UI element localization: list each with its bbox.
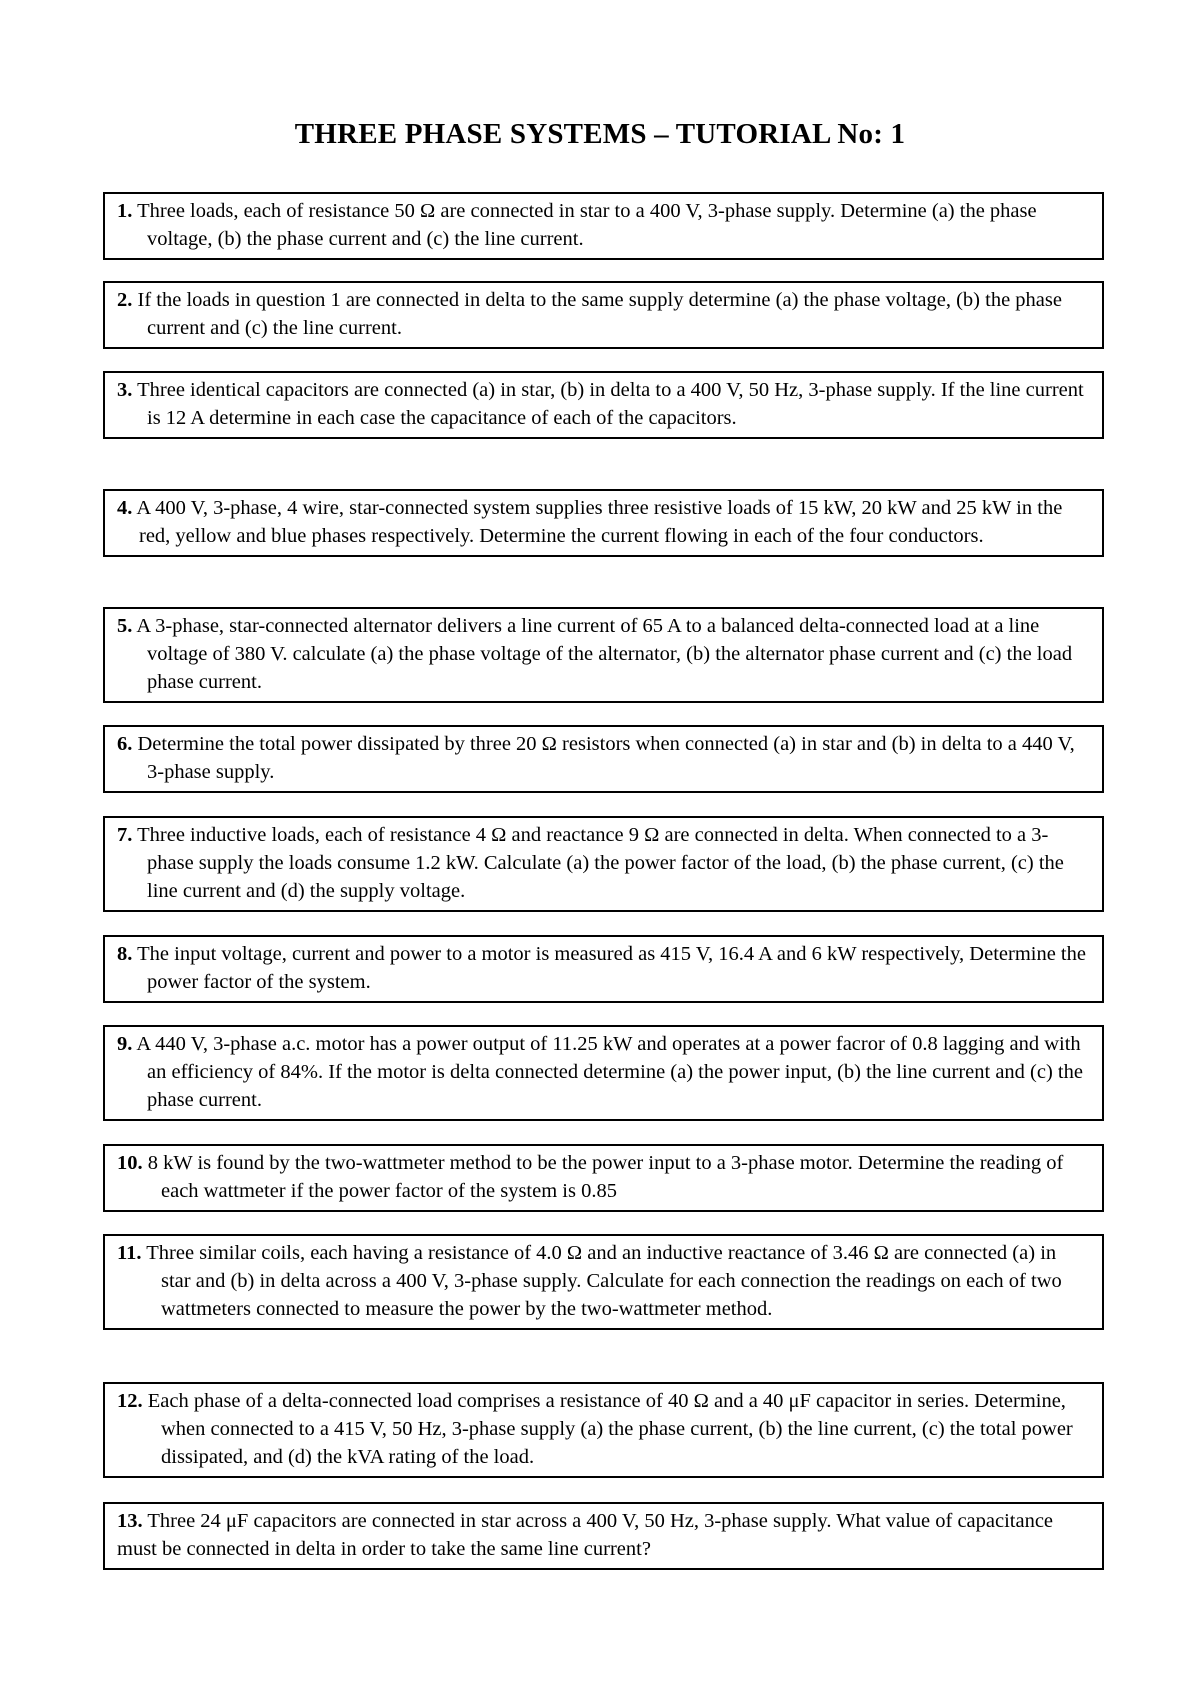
page-title: THREE PHASE SYSTEMS – TUTORIAL No: 1: [294, 118, 906, 150]
question-6: [103, 725, 1104, 793]
question-text: Three similar coils, each having a resistance of 4.0 Ω and an inductive reactance of 3.46 Ω are connected (a) in star and (b) in delta across a 400 V, 3-phase supply. Calculate for each connection the readings on each of two wattmeters connected to measure the power by the two-wattmeter method.: [146, 1242, 1062, 1320]
question-number: 6.: [117, 733, 133, 755]
question-text: The input voltage, current and power to a motor is measured as 415 V, 16.4 A and 6 kW respectively, Determine the power factor of the system.: [137, 943, 1086, 993]
question-text: A 400 V, 3-phase, 4 wire, star-connected system supplies three resistive loads of 15 kW, 20 kW and 25 kW in the red, yellow and blue phases respectively. Determine the current flowing in each of the four conductors.: [136, 497, 1063, 547]
question-13: [103, 1502, 1104, 1570]
question-number: 10.: [117, 1152, 143, 1174]
question-number: 11.: [117, 1242, 142, 1264]
question-text: 8 kW is found by the two-wattmeter method to be the power input to a 3-phase motor. Determine the reading of each wattmeter if the power factor of the system is 0.85: [147, 1152, 1064, 1202]
question-number: 9.: [117, 1033, 133, 1055]
question-number: 13.: [117, 1510, 143, 1532]
question-text: A 440 V, 3-phase a.c. motor has a power output of 11.25 kW and operates at a power facror of 0.8 lagging and with an efficiency of 84%. If the motor is delta connected determine (a) the power input, (b) the line current and (c) the phase current.: [136, 1033, 1083, 1111]
question-3: [103, 371, 1104, 439]
question-10: [103, 1144, 1104, 1212]
question-text: Determine the total power dissipated by three 20 Ω resistors when connected (a) in star and (b) in delta to a 440 V, 3-phase supply.: [137, 733, 1075, 783]
question-text: Three identical capacitors are connected (a) in star, (b) in delta to a 400 V, 50 Hz, 3-phase supply. If the line current is 12 A determine in each case the capacitance of each of the capacitors.: [137, 379, 1084, 429]
question-number: 1.: [117, 200, 133, 222]
question-text: Three loads, each of resistance 50 Ω are connected in star to a 400 V, 3-phase supply. Determine (a) the phase voltage, (b) the phase current and (c) the line current.: [137, 200, 1037, 250]
question-number: 8.: [117, 943, 133, 965]
question-8: [103, 935, 1104, 1003]
question-7: [103, 816, 1104, 912]
question-text: Three 24 μF capacitors are connected in star across a 400 V, 50 Hz, 3-phase supply. What value of capacitance must be connected in delta in order to take the same line current?: [117, 1510, 1054, 1560]
question-2: [103, 281, 1104, 349]
question-text: Three inductive loads, each of resistance 4 Ω and reactance 9 Ω are connected in delta. When connected to a 3-phase supply the loads consume 1.2 kW. Calculate (a) the power factor of the load, (b) the phase current, (c) the line current and (d) the supply voltage.: [137, 824, 1064, 902]
question-number: 7.: [117, 824, 133, 846]
question-text: Each phase of a delta-connected load comprises a resistance of 40 Ω and a 40 μF capacitor in series. Determine, when connected to a 415 V, 50 Hz, 3-phase supply (a) the phase current, (b) the line current, (c) the total power dissipated, and (d) the kVA rating of the load.: [147, 1390, 1073, 1468]
question-5: [103, 607, 1104, 703]
question-4: [103, 489, 1104, 557]
question-number: 2.: [117, 289, 133, 311]
question-number: 4.: [117, 497, 133, 519]
question-number: 12.: [117, 1390, 143, 1412]
question-9: [103, 1025, 1104, 1121]
question-text: A 3-phase, star-connected alternator delivers a line current of 65 A to a balanced delta-connected load at a line voltage of 380 V. calculate (a) the phase voltage of the alternator, (b) the alternator phase current and (c) the load phase current.: [136, 615, 1073, 693]
question-12: [103, 1382, 1104, 1478]
question-number: 5.: [117, 615, 133, 637]
question-text: If the loads in question 1 are connected in delta to the same supply determine (a) the phase voltage, (b) the phase current and (c) the line current.: [137, 289, 1062, 339]
question-1: [103, 192, 1104, 260]
question-number: 3.: [117, 379, 133, 401]
question-11: [103, 1234, 1104, 1330]
